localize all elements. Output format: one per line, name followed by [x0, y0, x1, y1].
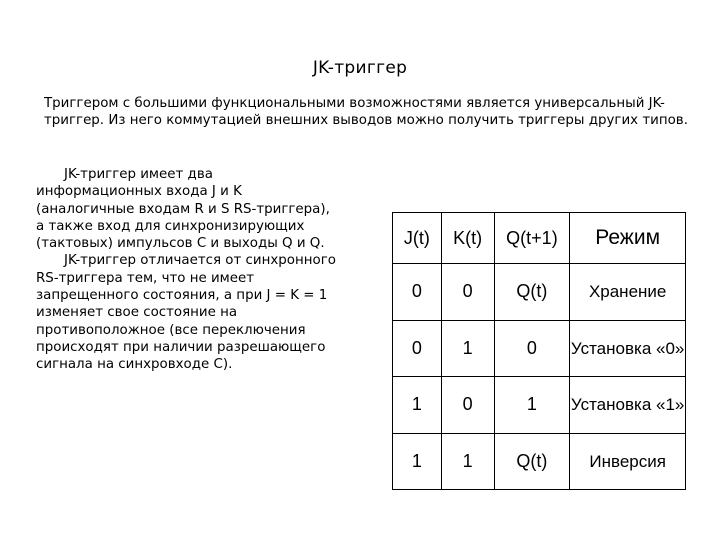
- cell-j: 1: [393, 377, 442, 434]
- header-j: J(t): [393, 213, 442, 264]
- header-q-next: Q(t+1): [494, 213, 570, 264]
- cell-k: 1: [441, 320, 494, 377]
- cell-k: 0: [441, 264, 494, 321]
- cell-mode: Хранение: [570, 264, 686, 321]
- page-title: JK-триггер: [312, 58, 408, 78]
- cell-k: 0: [441, 377, 494, 434]
- cell-mode: Инверсия: [570, 433, 686, 490]
- header-mode: Режим: [570, 213, 686, 264]
- cell-mode: Установка «0»: [570, 320, 686, 377]
- description-text: [36, 166, 336, 374]
- table-row: [393, 377, 686, 434]
- cell-q-next: Q(t): [494, 264, 570, 321]
- cell-q-next: 0: [494, 320, 570, 377]
- cell-j: 1: [393, 433, 442, 490]
- paragraph-difference: JK-триггер отличается от синхронного RS-триггера тем, что не имеет запрещенного состояния, а при J = K = 1 изменяет свое состояние на противоположное (все переключения происходят при наличии разрешающего сигнала на синхровходе С).: [36, 253, 336, 373]
- cell-j: 0: [393, 320, 442, 377]
- header-k: K(t): [441, 213, 494, 264]
- intro-paragraph: Триггером с большими функциональными возможностями является универсальный JK-триггер. Из него коммутацией внешних выводов можно получить триггеры других типов.: [44, 96, 688, 128]
- table-row: [393, 433, 686, 490]
- cell-k: 1: [441, 433, 494, 490]
- cell-q-next: Q(t): [494, 433, 570, 490]
- cell-j: 0: [393, 264, 442, 321]
- paragraph-inputs: JK-триггер имеет два информационных входа J и K (аналогичные входам R и S RS-триггера), а также вход для синхронизирующих (тактовых) импульсов С и выходы Q и Q.: [36, 167, 330, 252]
- truth-table: [392, 212, 686, 490]
- cell-mode: Установка «1»: [570, 377, 686, 434]
- cell-q-next: 1: [494, 377, 570, 434]
- table-row: [393, 264, 686, 321]
- table-header-row: [393, 213, 686, 264]
- table-row: [393, 320, 686, 377]
